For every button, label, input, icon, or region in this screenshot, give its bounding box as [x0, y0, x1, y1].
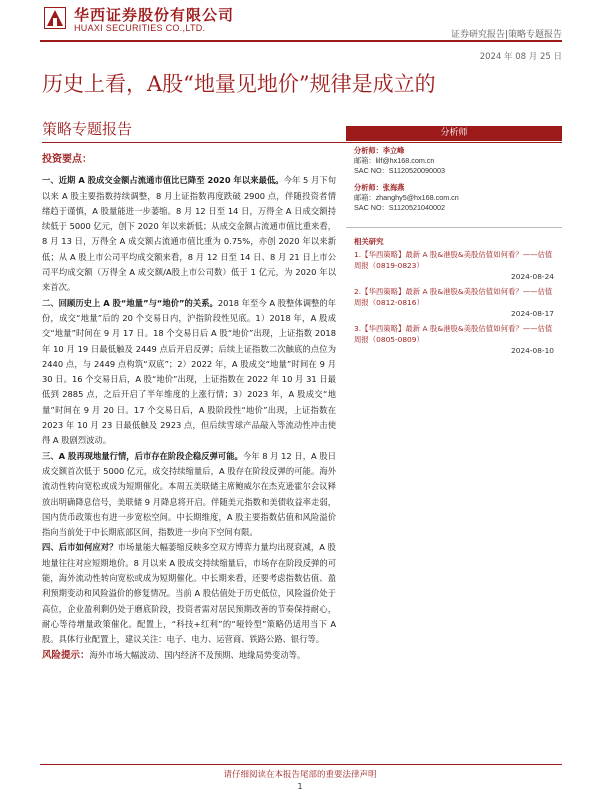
related-link[interactable]: 2.【华西策略】最新 A 股&港股&美股估值如何看？——估值周报（0812-0816）: [354, 287, 553, 307]
risk-text: 海外市场大幅波动、国内经济不及预期、地缘局势变动等。: [89, 649, 306, 660]
related-title: 相关研究: [354, 237, 384, 246]
header-divider: [40, 40, 562, 42]
paragraph-4-lead: 四、后市如何应对？: [42, 542, 118, 553]
summary-paragraph-2: [42, 296, 336, 449]
analyst-name: 分析师：李立峰: [354, 146, 405, 155]
summary-paragraph-1: [42, 173, 336, 295]
paragraph-2-body: 2018 年至今 A 股整体调整的年份，成交“地量”后的 20 个交易日内，沪指阶段性见底。1）2018 年，A 股成交“地量”时间在 9 月 17 日。18 个交易日后 A 股“地价”出现，上证指数 2018 年 10 月 19 日最低触及 2449 点后开启反弹；后续上证指数二次触底的点位为 2440 点，与 2449 点构筑“双底”；2）2022 年，A 股成交“地量”时间在 9 月 30 日。16 个交易日后，A 股“地价”出现，上证指数在 2022 年 10 月 31 日最低到 2885 点，之后开启了半年维度的上涨行情；3）2023 年，A 股成交“地量”时间在 9 月 20 日。17 个交易日后，A 股阶段性“地价”出现，上证指数在 2023 年 10 月 23 日最低触及 2923 点，但后续雪球产品敲入等流动性冲击使得 A 股剧烈波动。: [42, 297, 336, 446]
related-date: 2024-08-17: [511, 309, 554, 318]
related-date: 2024-08-24: [511, 272, 554, 281]
company-name-en: HUAXI SECURITIES CO.,LTD.: [74, 23, 206, 33]
risk-label: 风险提示：: [42, 649, 90, 661]
report-title: 历史上看，A股“地量见地价”规律是成立的: [42, 72, 436, 96]
paragraph-1-lead: 一、近期 A 股成交金额占流通市值比已降至 2020 年以来最低。: [42, 175, 284, 186]
report-date: 2024 年 08 月 25 日: [479, 52, 562, 62]
company-logo-icon: [44, 7, 66, 29]
report-type: 证券研究报告|策略专题报告: [450, 30, 562, 40]
report-subtitle: 策略专题报告: [42, 120, 133, 138]
analyst-name: 分析师：张海燕: [354, 183, 405, 192]
analyst-card: [346, 178, 562, 215]
related-date: 2024-08-10: [511, 346, 554, 355]
risk-warning: [42, 648, 336, 663]
analyst-card: [346, 141, 562, 178]
page-number: 1: [297, 782, 303, 791]
paragraph-2-lead: 二、回顾历史上 A 股“地量”与“地价”的关系。: [42, 297, 218, 308]
paragraph-4-body: 市场量能大幅萎缩反映多空双方博弈力量均出现衰减，A 股地量往往对应短期地价。8 月以来 A 股成交持续缩量后，市场存在阶段反弹的可能，海外流动性转向宽松或成为短期催化。中长期来看，还要考虑指数估值、盈利预期变动和风险溢价的修复情况。当前 A 股估值处于历史低位，风险溢价处于高位，企业盈利剩仍处于磨底阶段，投资者需对居民预期改善的节奏保持耐心，耐心等待增量政策催化。配置上，“科技+红利”的“哑铃型”策略仍适用当下 A 股。具体行业配置上，建议关注：电子、电力、运营商、铁路公路、银行等。: [42, 542, 336, 645]
summary-paragraph-3: [42, 449, 336, 541]
analyst-header: 分析师: [346, 126, 562, 141]
analyst-email[interactable]: 邮箱：lilf@hx168.com.cn: [354, 156, 435, 165]
summary-paragraph-4: [42, 540, 336, 647]
related-research: [346, 227, 562, 356]
footer-divider: [40, 764, 562, 765]
footer-disclaimer: 请仔细阅读在本报告尾部的重要法律声明: [223, 770, 377, 780]
paragraph-3-body: 今年 8 月 12 日，A 股日成交额首次低于 5000 亿元，成交持续缩量后，A 股存在阶段反弹的可能。海外流动性转向宽松或成为短期催化。本周五美联储主席鲍威尔在杰克逊霍尔会议释放出明确降息信号，美联储 9 月降息将开启。伴随美元指数和美债收益率走弱，国内货币政策也有进一步宽松空间。中长期维度，A 股主要指数估值和风险溢价指向当前处于中长期底部区间，指数进一步向下空间有限。: [42, 450, 337, 538]
analyst-email[interactable]: 邮箱：zhanghy5@hx168.com.cn: [354, 193, 459, 202]
related-link[interactable]: 1.【华西策略】最新 A 股&港股&美股估值如何看？——估值周报（0819-0823）: [354, 250, 553, 270]
analyst-sac: SAC NO：S1120520090003: [354, 166, 445, 175]
sidebar: [346, 126, 562, 360]
company-name-cn: 华西证券股份有限公司: [74, 6, 235, 24]
related-link[interactable]: 3.【华西策略】最新 A 股&港股&美股估值如何看？——估值周报（0805-0809）: [354, 324, 553, 344]
summary-section: [42, 152, 336, 663]
analyst-sac: SAC NO：S1120521040002: [354, 203, 445, 212]
paragraph-1-body: 今年 5 月下旬以来 A 股主要指数持续调整，8 月上证指数再度跌破 2900 点，伴随投资者情绪趋于谨慎，A 股量能进一步萎缩。8 月 12 日至 14 日，万得全 A 日成交额持续低于 5000 亿元，创下 2020 年以来新低；从成交金额占流通市值比重来看，8 月 13 日，万得全 A 成交额占流通市值比重为 0.75%，亦创 2020 年以来新低；从 A 股上市公司平均成交额来看，8 月 12 日至 14 日、8 月 21 日上市公司平均成交额（万得全 A 成交额/A股上市公司数）低于 1 亿元，为 2020 年以来首次。: [42, 175, 336, 293]
summary-heading: 投资要点：: [42, 154, 92, 165]
paragraph-3-lead: 三、A 股再现地量行情，后市存在阶段企稳反弹可能。: [42, 450, 243, 461]
